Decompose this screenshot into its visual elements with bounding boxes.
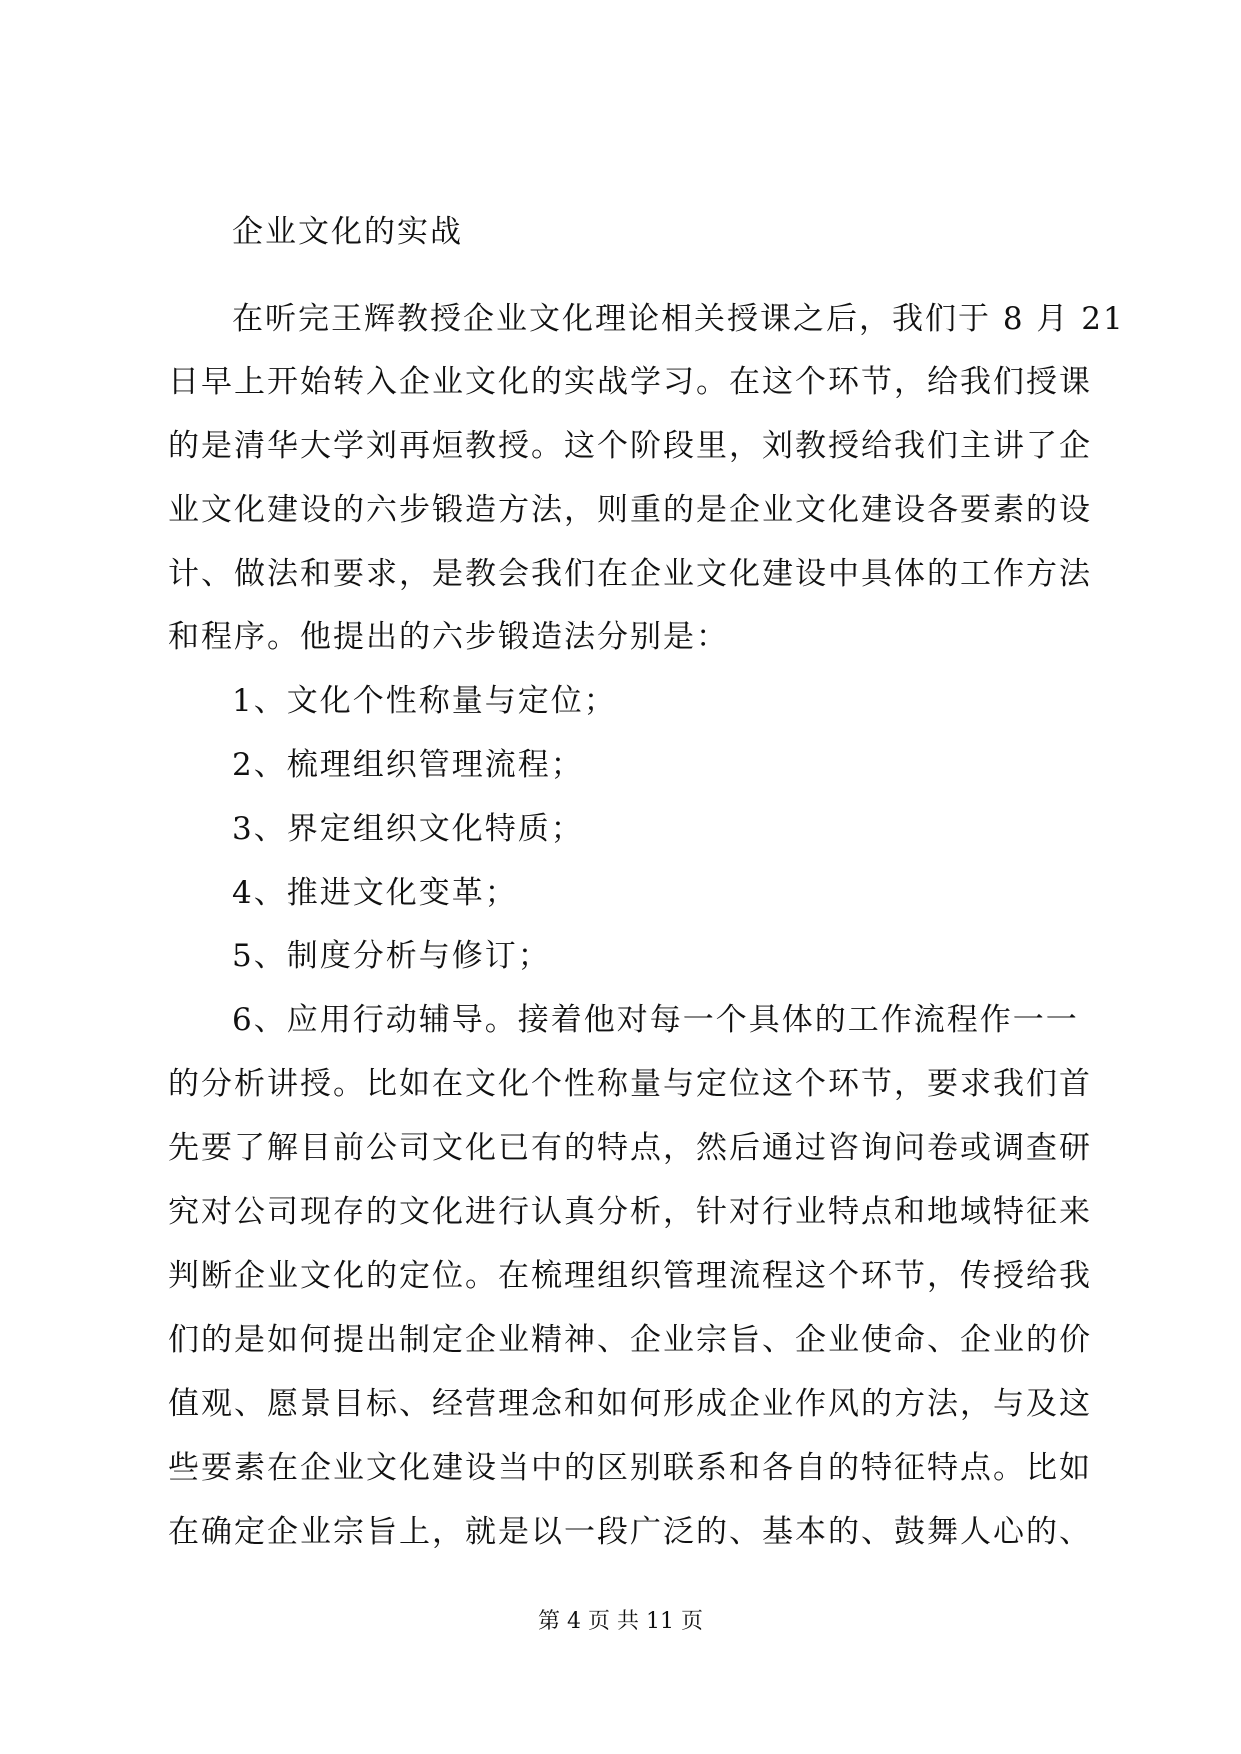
paragraph-line: 究对公司现存的文化进行认真分析，针对行业特点和地域特征来: [168, 1194, 1092, 1230]
list-item: 2、梳理组织管理流程；: [232, 747, 584, 783]
paragraph-line: 业文化建设的六步锻造方法，则重的是企业文化建设各要素的设: [168, 492, 1092, 528]
paragraph-line: 值观、愿景目标、经营理念和如何形成企业作风的方法，与及这: [168, 1386, 1092, 1422]
paragraph-line: 计、做法和要求，是教会我们在企业文化建设中具体的工作方法: [168, 556, 1092, 592]
paragraph-line: 先要了解目前公司文化已有的特点，然后通过咨询问卷或调查研: [168, 1130, 1092, 1166]
paragraph-line: 判断企业文化的定位。在梳理组织管理流程这个环节，传授给我: [168, 1258, 1092, 1294]
paragraph-line: 的分析讲授。比如在文化个性称量与定位这个环节，要求我们首: [168, 1066, 1092, 1102]
paragraph-line: 的是清华大学刘再烜教授。这个阶段里，刘教授给我们主讲了企: [168, 428, 1092, 464]
page-number-footer: 第 4 页 共 11 页: [538, 1609, 703, 1634]
paragraph-line: 在听完王辉教授企业文化理论相关授课之后，我们于 8 月 21: [232, 301, 1125, 337]
list-item: 6、应用行动辅导。接着他对每一个具体的工作流程作一一: [232, 1002, 1079, 1038]
list-item: 3、界定组织文化特质；: [232, 811, 584, 847]
paragraph-line: 和程序。他提出的六步锻造法分别是：: [168, 619, 729, 655]
list-item: 1、文化个性称量与定位；: [232, 683, 617, 719]
paragraph-line: 在确定企业宗旨上，就是以一段广泛的、基本的、鼓舞人心的、: [168, 1514, 1092, 1550]
list-item: 4、推进文化变革；: [232, 875, 518, 911]
paragraph-line: 们的是如何提出制定企业精神、企业宗旨、企业使命、企业的价: [168, 1322, 1092, 1358]
paragraph-line: 日早上开始转入企业文化的实战学习。在这个环节，给我们授课: [168, 364, 1092, 400]
list-item: 5、制度分析与修订；: [232, 938, 551, 974]
section-heading: 企业文化的实战: [232, 214, 463, 250]
paragraph-line: 些要素在企业文化建设当中的区别联系和各自的特征特点。比如: [168, 1450, 1092, 1486]
